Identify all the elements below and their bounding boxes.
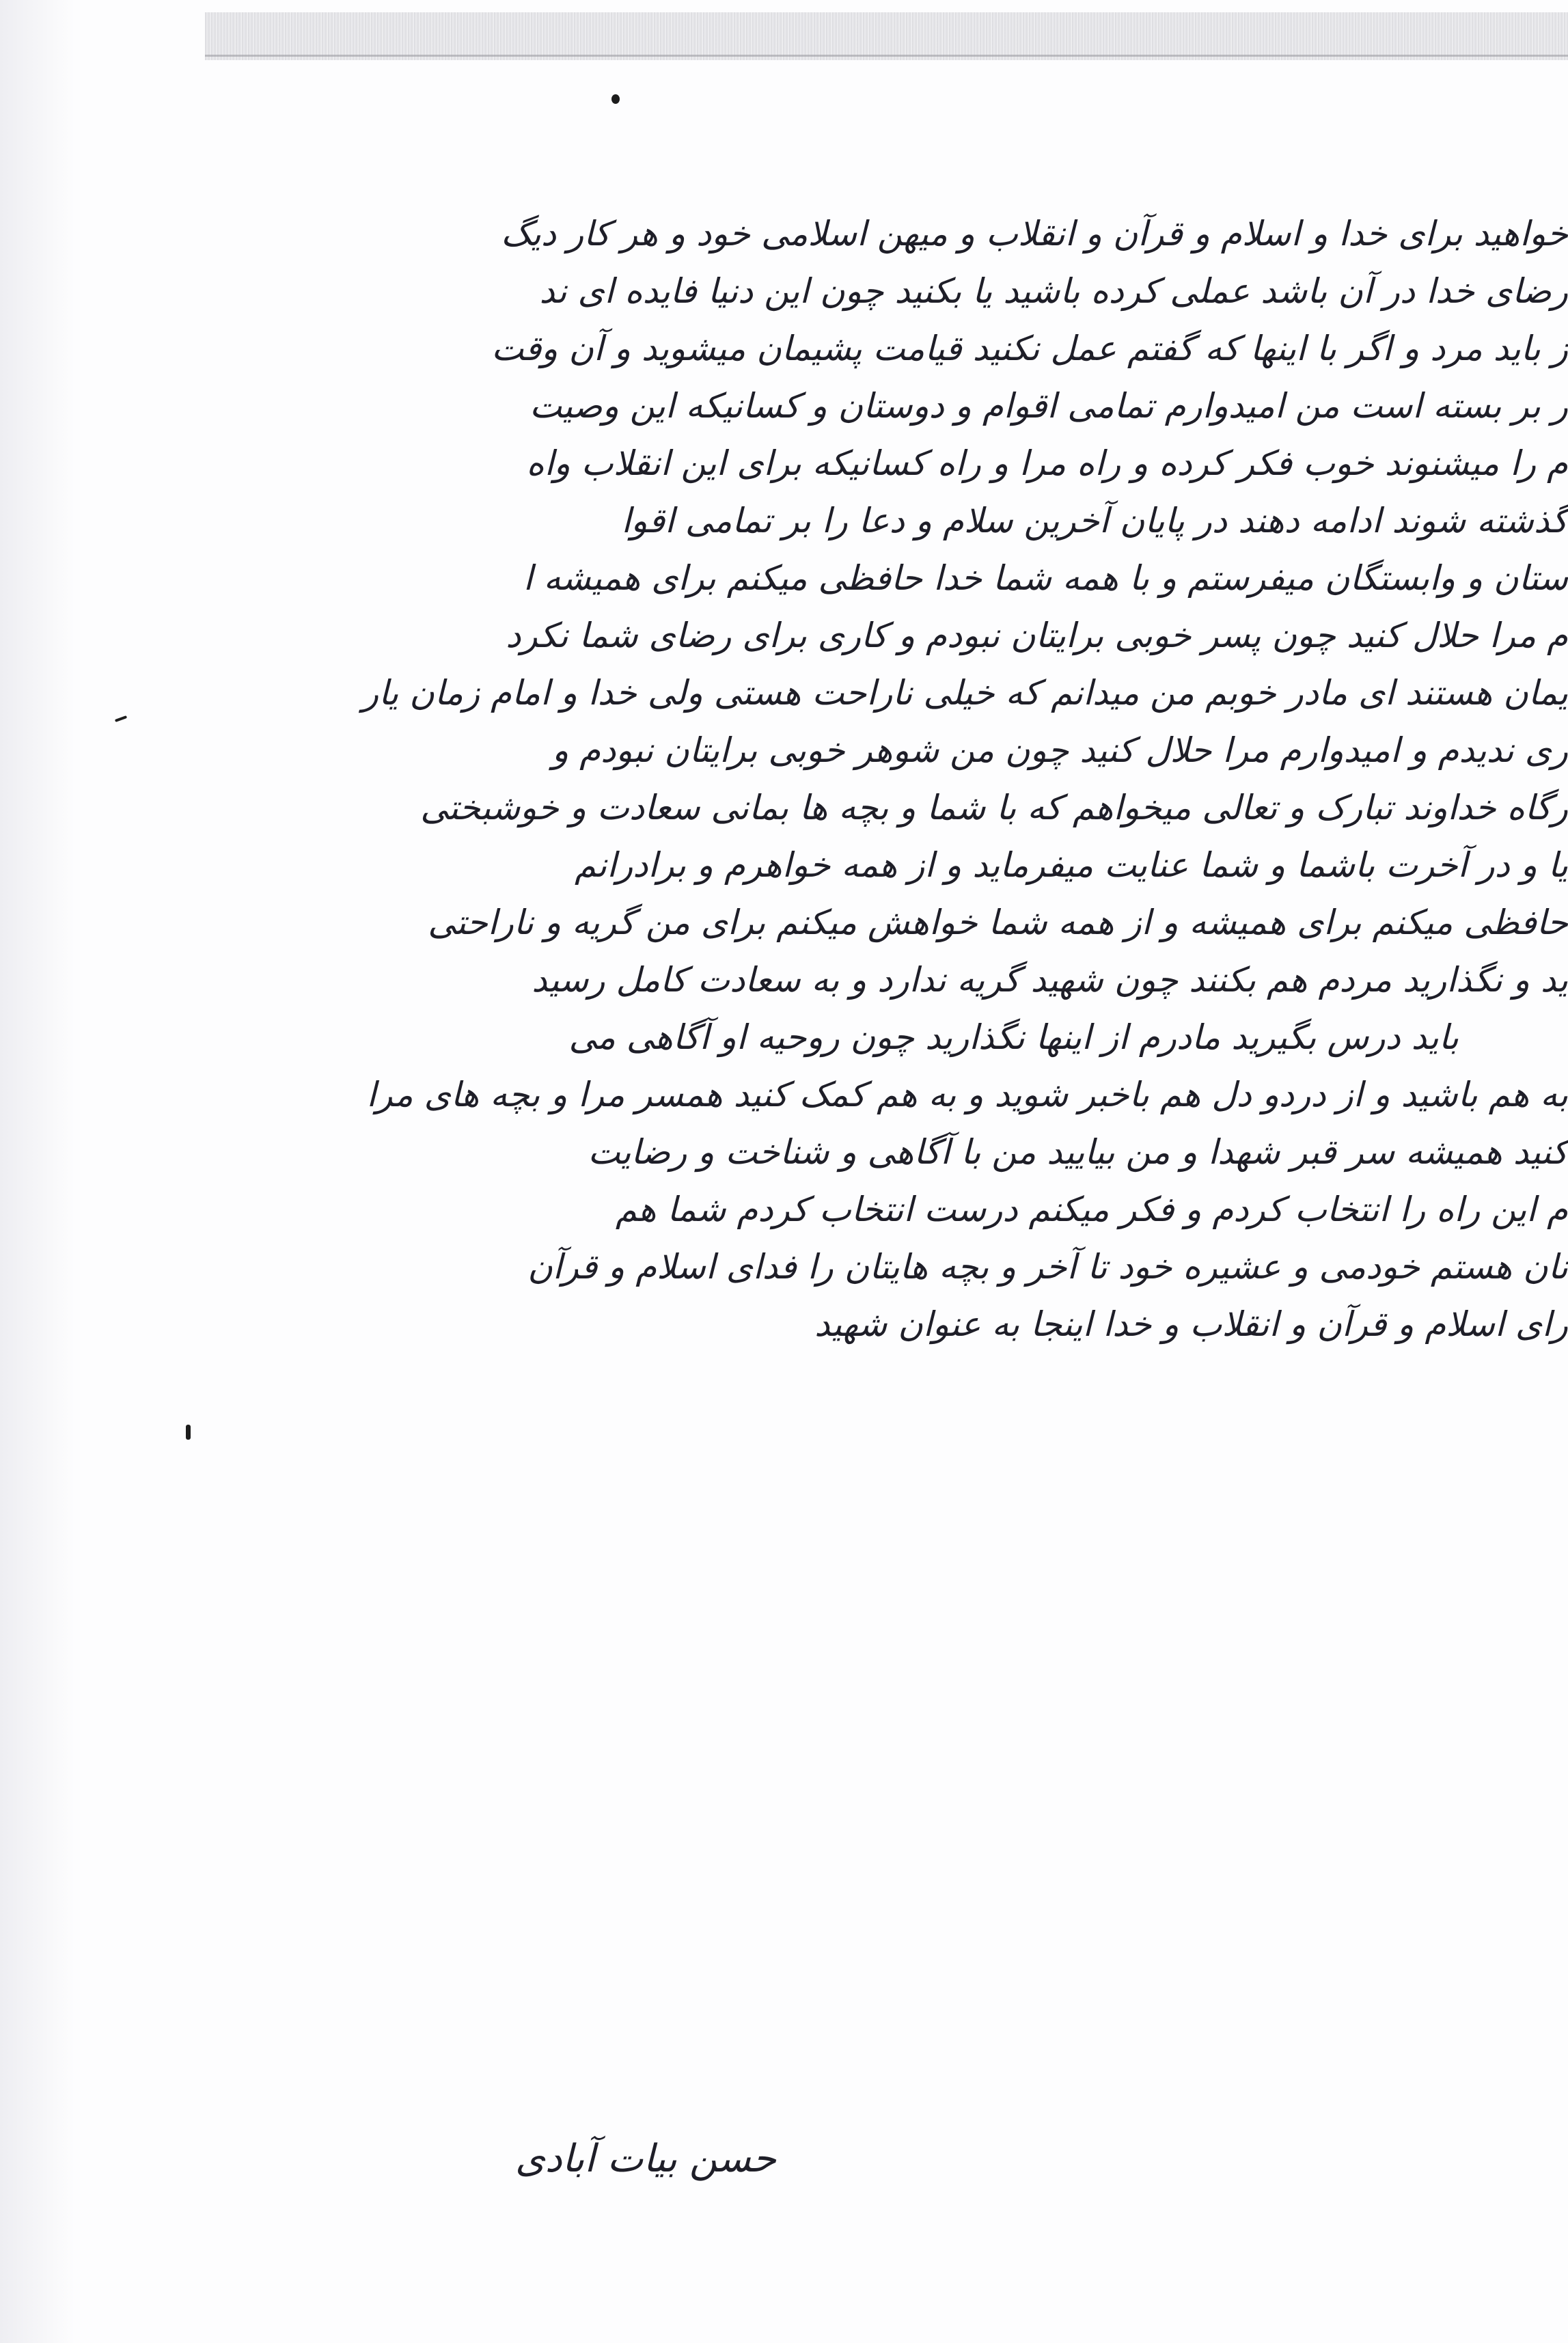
letter-line: ستان و وابستگان میفرستم و با همه شما خدا حافظی میکنم برای همیشه ا: [523, 558, 1568, 598]
letter-line: رضای خدا در آن باشد عملی کرده باشید یا بکنید چون این دنیا فایده ای ند: [539, 271, 1568, 311]
letter-line: رای اسلام و قرآن و انقلاب و خدا اینجا به عنوان شهید: [814, 1304, 1568, 1344]
ink-speck: [186, 1425, 191, 1440]
paper-left-shadow: [0, 0, 75, 2343]
letter-line: ید و نگذارید مردم هم بکنند چون شهید گریه ندارد و به سعادت کامل رسید: [532, 960, 1568, 1000]
letter-line: ز باید مرد و اگر با اینها که گفتم عمل نکنید قیامت پشیمان میشوید و آن وقت: [491, 329, 1568, 368]
paper-top-edge-line: [205, 55, 1568, 57]
letter-line: رگاه خداوند تبارک و تعالی میخواهم که با شما و بچه ها بمانی سعادت و خوشبختی: [420, 788, 1568, 827]
letter-line: ر بر بسته است من امیدوارم تمامی اقوام و دوستان و کسانیکه این وصیت: [529, 386, 1568, 426]
letter-signature: حسن بیات آبادی: [514, 2137, 777, 2181]
letter-line: م را میشنوند خوب فکر کرده و راه مرا و راه کسانیکه برای این انقلاب واه: [526, 443, 1568, 483]
letter-line: نان هستم خودمی و عشیره خود تا آخر و بچه هایتان را فدای اسلام و قرآن: [527, 1247, 1568, 1287]
ink-speck: [115, 715, 127, 722]
letter-line: باید درس بگیرید مادرم از اینها نگذارید چون روحیه او آگاهی می: [568, 1017, 1459, 1057]
letter-line: یمان هستند ای مادر خوبم من میدانم که خیلی ناراحت هستی ولی خدا و امام زمان یار: [362, 673, 1568, 713]
letter-line: به هم باشید و از دردو دل هم باخبر شوید و به هم کمک کنید همسر مرا و بچه های مرا: [366, 1075, 1568, 1114]
letter-line: گذشته شوند ادامه دهند در پایان آخرین سلام و دعا را بر تمامی اقوا: [621, 501, 1568, 540]
letter-line: کنید همیشه سر قبر شهدا و من بیایید من با آگاهی و شناخت و رضایت: [588, 1132, 1568, 1172]
paper-top-tear: [205, 12, 1568, 60]
letter-line: ری ندیدم و امیدوارم مرا حلال کنید چون من شوهر خوبی برایتان نبودم و: [552, 730, 1568, 770]
letter-line: م این راه را انتخاب کردم و فکر میکنم درست انتخاب کردم شما هم: [615, 1190, 1568, 1229]
letter-line: حافظی میکنم برای همیشه و از همه شما خواهش میکنم برای من گریه و ناراحتی: [428, 903, 1568, 942]
handwritten-letter-body: [215, 205, 1568, 1353]
letter-line: م مرا حلال کنید چون پسر خوبی برایتان نبودم و کاری برای رضای شما نکرد: [506, 616, 1568, 655]
letter-line: یا و در آخرت باشما و شما عنایت میفرماید و از همه خواهرم و برادرانم: [575, 845, 1568, 885]
ink-speck: [611, 94, 620, 104]
letter-line: خواهید برای خدا و اسلام و قرآن و انقلاب و میهن اسلامی خود و هر کار دیگ: [501, 214, 1568, 254]
